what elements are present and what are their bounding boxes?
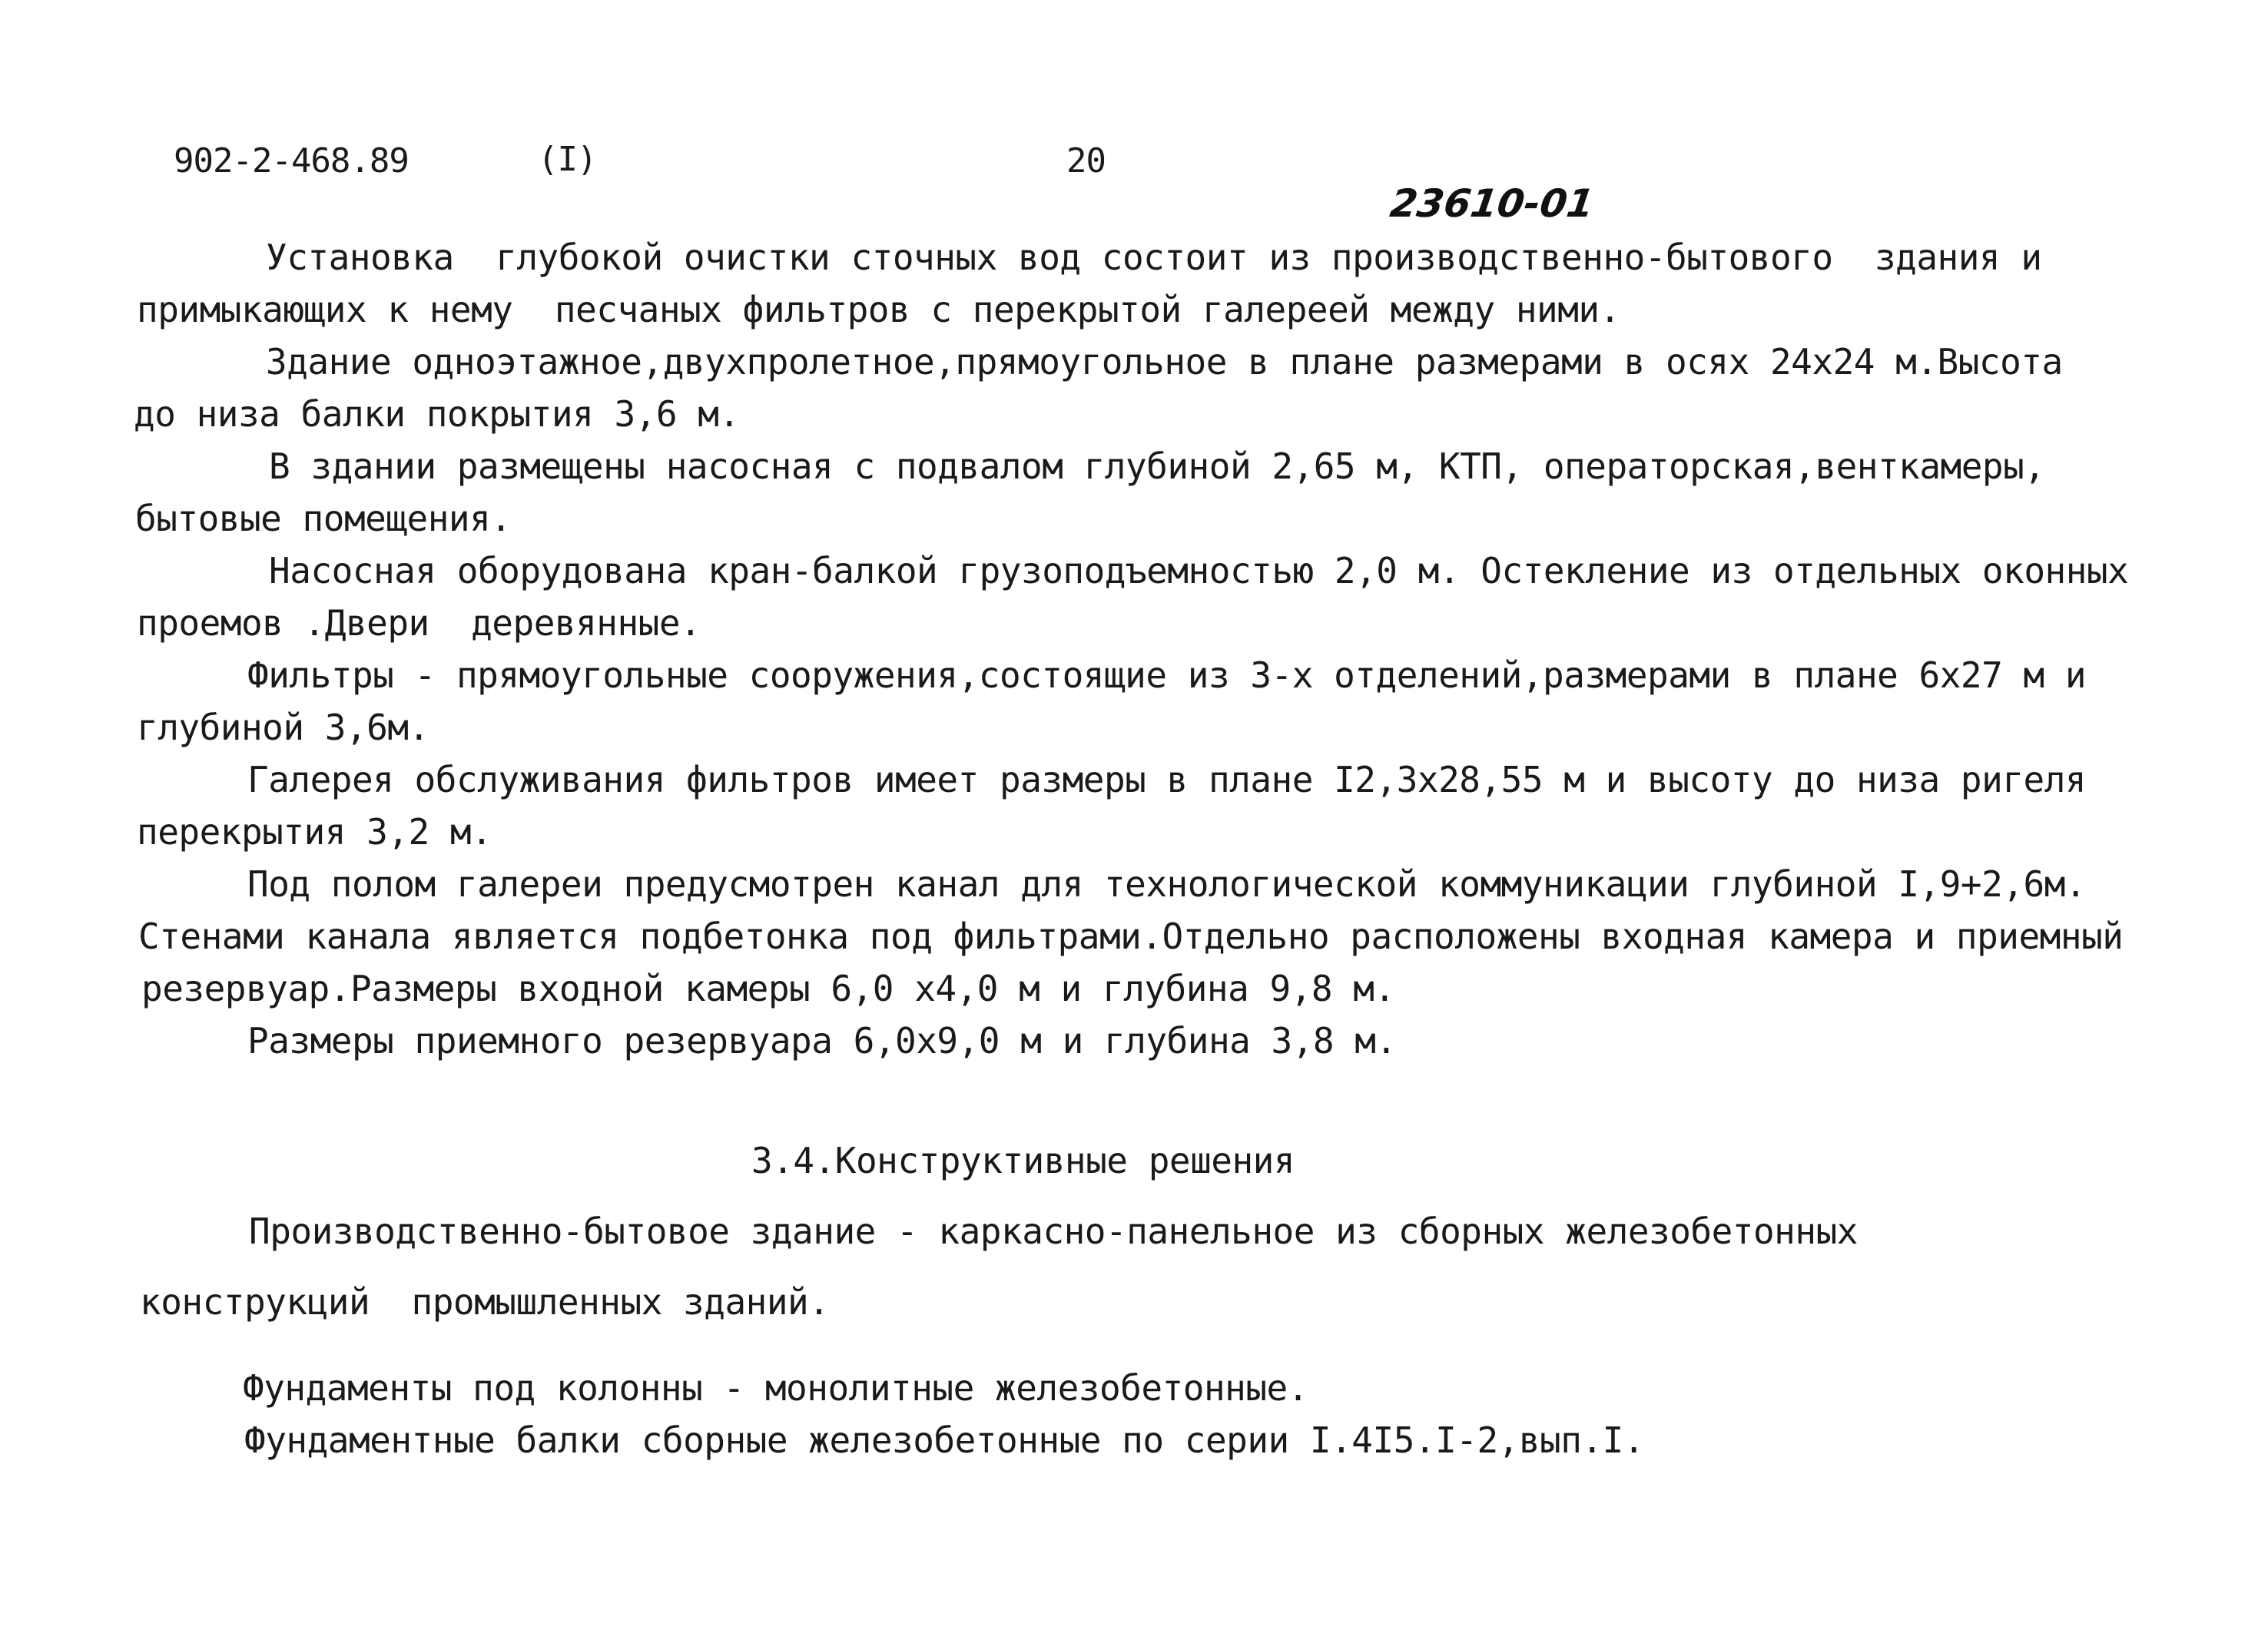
handwritten-inventory-number: 23610-01	[1387, 181, 1597, 226]
body-line: Фильтры - прямоугольные сооружения,состоящие из 3-х отделений,размерами в плане 6х27 м и	[247, 654, 2087, 696]
body-line: Фундаменты под колонны - монолитные железобетонные.	[243, 1367, 1308, 1409]
body-line: Производственно-бытовое здание - каркасно-панельное из сборных железобетонных	[249, 1211, 1858, 1252]
body-line: Установка глубокой очистки сточных вод состоит из производственно-бытового здания и	[266, 237, 2042, 278]
body-line: Фундаментные балки сборные железобетонные по серии I.4I5.I-2,вып.I.	[244, 1419, 1645, 1461]
body-line: Насосная оборудована кран-балкой грузоподъемностью 2,0 м. Остекление из отдельных оконных	[269, 550, 2129, 591]
body-line: резервуар.Размеры входной камеры 6,0 х4,0 м и глубина 9,8 м.	[141, 968, 1395, 1009]
body-line: до низа балки покрытия 3,6 м.	[134, 393, 740, 435]
body-line: Стенами канала является подбетонка под фильтрами.Отдельно расположены входная камера и приемный	[138, 916, 2124, 957]
body-line: Под полом галереи предусмотрен канал для технологической коммуникации глубиной I,9+2,6м.	[247, 863, 2087, 905]
body-line: проемов .Двери деревянные.	[137, 602, 701, 644]
page-number: 20	[1066, 141, 1106, 181]
body-line: глубиной 3,6м.	[137, 707, 429, 748]
body-line: Здание одноэтажное,двухпролетное,прямоугольное в плане размерами в осях 24х24 м.Высота	[266, 341, 2063, 383]
body-line: Размеры приемного резервуара 6,0х9,0 м и глубина 3,8 м.	[247, 1020, 1397, 1062]
body-line: Галерея обслуживания фильтров имеет размеры в плане I2,3х28,55 м и высоту до низа ригеля	[247, 759, 2087, 800]
document-code: 902-2-468.89	[174, 141, 409, 181]
body-line: бытовые помещения.	[135, 498, 512, 539]
body-line: перекрытия 3,2 м.	[137, 811, 492, 853]
section-heading: 3.4.Конструктивные решения	[751, 1140, 1295, 1181]
body-line: конструкций промышленных зданий.	[140, 1281, 830, 1323]
body-line: примыкающих к нему песчаных фильтров с перекрытой галереей между ними.	[137, 289, 1620, 330]
body-line: В здании размещены насосная с подвалом глубиной 2,65 м, КТП, операторская,венткамеры,	[269, 446, 2045, 487]
document-part: (I)	[538, 140, 597, 179]
